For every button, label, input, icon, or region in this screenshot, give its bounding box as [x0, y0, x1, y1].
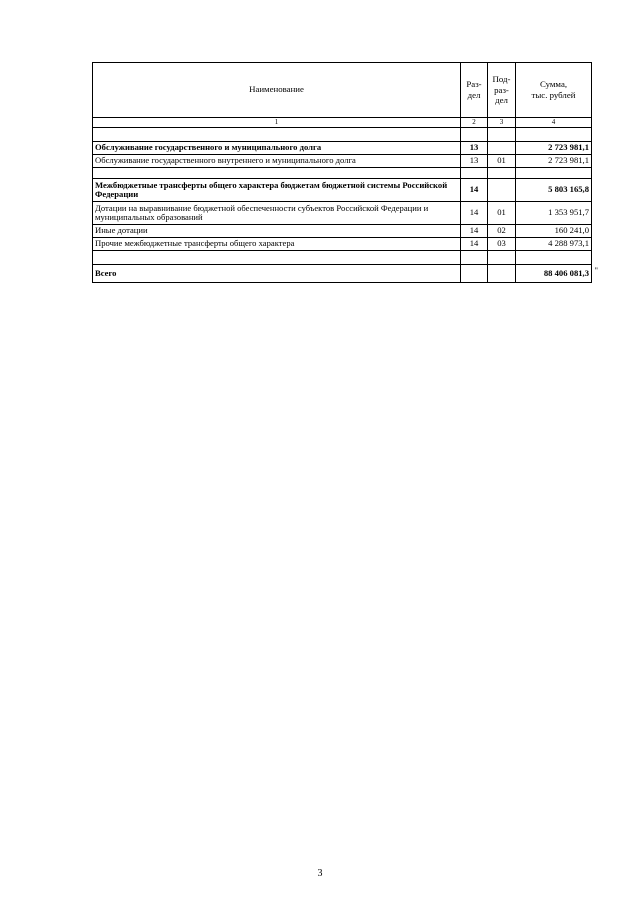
header-subsection-line1: Под- [492, 73, 511, 84]
spacer-row [93, 168, 592, 179]
row-section: 14 [461, 179, 488, 202]
table-header-row [93, 63, 592, 118]
total-label: Всего [93, 265, 461, 283]
spacer-row [93, 128, 592, 142]
row-sum: 4 288 973,1 [516, 238, 592, 251]
header-section [461, 63, 488, 118]
column-number-1: 1 [93, 118, 461, 128]
header-sum [516, 63, 592, 118]
column-number-row [93, 118, 592, 128]
row-name: Прочие межбюджетные трансферты общего характера [93, 238, 461, 251]
column-number-4: 4 [516, 118, 592, 128]
row-subsection [488, 142, 516, 155]
row-subsection [488, 179, 516, 202]
row-subsection: 03 [488, 238, 516, 251]
header-section-line1: Раз- [466, 79, 482, 90]
row-name: Обслуживание государственного и муниципального долга [93, 142, 461, 155]
budget-table [92, 62, 598, 283]
table-row [93, 155, 592, 168]
closing-quote: " [594, 265, 598, 275]
row-sum: 5 803 165,8 [516, 179, 592, 202]
row-name: Иные дотации [93, 225, 461, 238]
row-subsection: 01 [488, 202, 516, 225]
row-section: 14 [461, 202, 488, 225]
table-row [93, 225, 592, 238]
header-sum-line2: тыс. рублей [531, 90, 576, 100]
row-section: 13 [461, 142, 488, 155]
row-section: 13 [461, 155, 488, 168]
header-name: Наименование [93, 63, 461, 118]
table-row [93, 202, 592, 225]
row-name: Дотации на выравнивание бюджетной обеспеченности субъектов Российской Федерации и муниципальных образований [93, 202, 461, 225]
row-name: Обслуживание государственного внутреннего и муниципального долга [93, 155, 461, 168]
row-name: Межбюджетные трансферты общего характера бюджетам бюджетной системы Российской Федерации [93, 179, 461, 202]
spacer-row [93, 251, 592, 265]
row-sum: 160 241,0 [516, 225, 592, 238]
total-sum-cell [516, 265, 598, 283]
total-sum: 88 406 081,3 [543, 267, 589, 278]
row-sum: 2 723 981,1 [516, 142, 592, 155]
header-subsection [488, 63, 516, 118]
header-subsection-line3: дел [495, 95, 508, 106]
page-number: 3 [317, 868, 323, 879]
header-subsection-line2: раз- [494, 84, 509, 95]
row-subsection: 02 [488, 225, 516, 238]
row-sum: 1 353 951,7 [516, 202, 592, 225]
table-row [93, 179, 592, 202]
row-section: 14 [461, 238, 488, 251]
table-row [93, 142, 592, 155]
row-sum: 2 723 981,1 [516, 155, 592, 168]
table-row [93, 238, 592, 251]
header-sum-line1: Сумма, [539, 79, 568, 90]
total-row [93, 265, 592, 283]
column-number-2: 2 [461, 118, 488, 128]
column-number-3: 3 [488, 118, 516, 128]
header-section-line2: дел [467, 90, 481, 100]
row-subsection: 01 [488, 155, 516, 168]
row-section: 14 [461, 225, 488, 238]
